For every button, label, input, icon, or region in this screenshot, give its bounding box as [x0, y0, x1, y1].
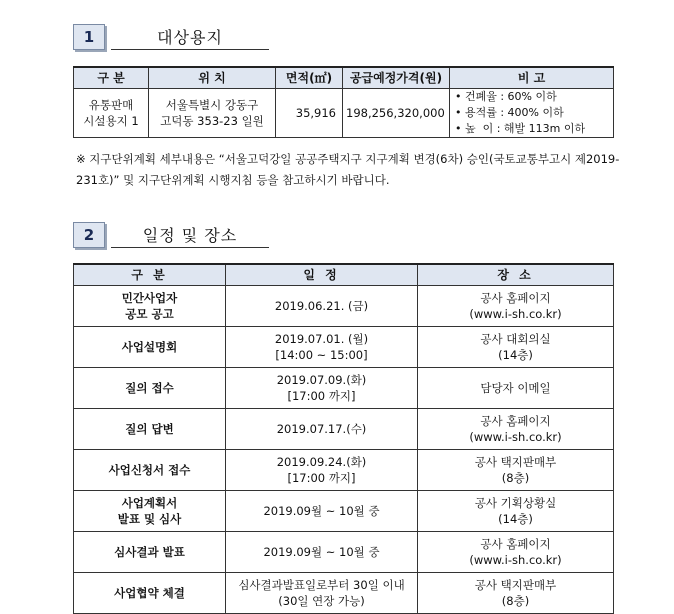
- schedule-category: 사업설명회: [74, 327, 226, 368]
- section-2-title: 일정 및 장소: [111, 222, 269, 248]
- header-remarks: 비 고: [450, 67, 614, 89]
- schedule-place: 공사 기획상황실 (14층): [418, 491, 614, 532]
- schedule-place: 공사 홈페이지 (www.i-sh.co.kr): [418, 286, 614, 327]
- table-row: [74, 491, 614, 532]
- schedule-table: [73, 263, 614, 614]
- schedule-category: 질의 접수: [74, 368, 226, 409]
- table-row: [74, 368, 614, 409]
- remark-coverage: • 건폐율 : 60% 이하: [455, 90, 557, 103]
- header-place: 장 소: [418, 264, 614, 286]
- section-1-number: 1: [73, 24, 105, 50]
- table-row: [74, 89, 614, 138]
- header-price: 공급예정가격(원): [343, 67, 450, 89]
- table-row: [74, 532, 614, 573]
- land-location: 서울특별시 강동구 고덕동 353-23 일원: [149, 89, 276, 138]
- table-row: [74, 286, 614, 327]
- header-category: 구 분: [74, 264, 226, 286]
- table-row: [74, 573, 614, 614]
- schedule-place: 공사 대회의실 (14층): [418, 327, 614, 368]
- header-location: 위 치: [149, 67, 276, 89]
- schedule-place: 담당자 이메일: [418, 368, 614, 409]
- header-area: 면적(㎡): [276, 67, 343, 89]
- section-2-heading: [73, 222, 269, 248]
- schedule-place: 공사 홈페이지 (www.i-sh.co.kr): [418, 532, 614, 573]
- section-1-heading: [73, 24, 269, 50]
- schedule-place: 공사 택지판매부 (8층): [418, 573, 614, 614]
- land-remarks: [450, 89, 614, 138]
- header-schedule: 일 정: [226, 264, 418, 286]
- schedule-date: 2019.09.24.(화) [17:00 까지]: [226, 450, 418, 491]
- land-table: [73, 66, 614, 138]
- remark-floor-area: • 용적률 : 400% 이하: [455, 106, 564, 119]
- section-2-number: 2: [73, 222, 105, 248]
- remark-height: • 높 이 : 해발 113m 이하: [455, 122, 586, 135]
- schedule-date: 2019.09월 ~ 10월 중: [226, 532, 418, 573]
- header-category: 구 분: [74, 67, 149, 89]
- schedule-place: 공사 택지판매부 (8층): [418, 450, 614, 491]
- table-row: [74, 450, 614, 491]
- land-table-header: [74, 67, 614, 89]
- schedule-date: 2019.07.01. (월) [14:00 ~ 15:00]: [226, 327, 418, 368]
- land-price: 198,256,320,000: [343, 89, 450, 138]
- schedule-category: 심사결과 발표: [74, 532, 226, 573]
- schedule-category: 사업계획서 발표 및 심사: [74, 491, 226, 532]
- schedule-date: 심사결과발표일로부터 30일 이내 (30일 연장 가능): [226, 573, 418, 614]
- schedule-date: 2019.07.09.(화) [17:00 까지]: [226, 368, 418, 409]
- schedule-header: [74, 264, 614, 286]
- schedule-date: 2019.09월 ~ 10월 중: [226, 491, 418, 532]
- schedule-date: 2019.07.17.(수): [226, 409, 418, 450]
- schedule-category: 사업협약 체결: [74, 573, 226, 614]
- table-row: [74, 409, 614, 450]
- schedule-place: 공사 홈페이지 (www.i-sh.co.kr): [418, 409, 614, 450]
- schedule-category: 민간사업자 공모 공고: [74, 286, 226, 327]
- schedule-date: 2019.06.21. (금): [226, 286, 418, 327]
- schedule-category: 사업신청서 접수: [74, 450, 226, 491]
- land-area: 35,916: [276, 89, 343, 138]
- section-1-title: 대상용지: [111, 24, 269, 50]
- reference-note: ※ 지구단위계획 세부내용은 “서울고덕강일 공공주택지구 지구계획 변경(6차) 승인(국토교통부고시 제2019-231호)” 및 지구단위계획 시행지침 등을 참고하시기 바랍니다.: [76, 152, 620, 187]
- land-category: 유통판매 시설용지 1: [74, 89, 149, 138]
- table-row: [74, 327, 614, 368]
- schedule-category: 질의 답변: [74, 409, 226, 450]
